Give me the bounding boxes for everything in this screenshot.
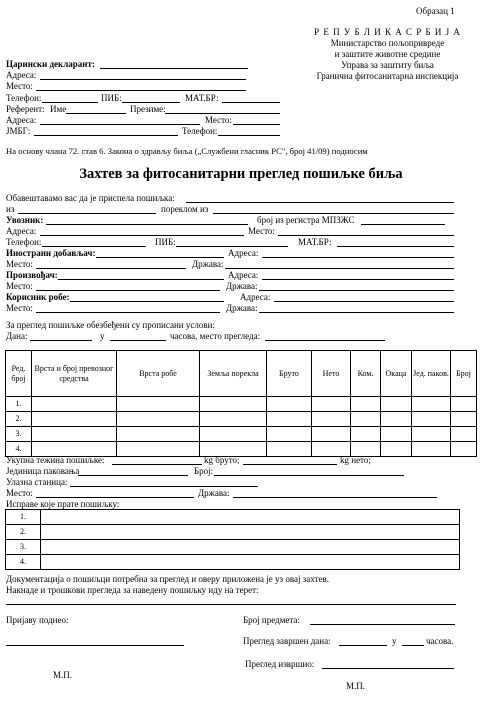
table-row[interactable] [6,427,477,442]
entry-place-label: Место: [6,488,33,498]
ministry-line-2: и заштите животне средине [334,49,441,59]
declarant-phone-label: Телефон: [6,93,42,103]
producer-place-label: Место: [6,281,33,291]
kg-net-label: kg нето; [340,455,371,465]
conditions-date-field[interactable] [30,340,92,341]
referent-address-field[interactable] [40,124,200,125]
row-number: 2. [6,412,32,427]
declarant-field[interactable] [100,68,248,69]
pack-number-field[interactable] [214,475,404,476]
entry-country-label: Држава: [198,488,230,498]
total-weight-label: Укупна тежина пошиљке: [6,455,105,465]
country-name: Р Е П У Б Л И К А С Р Б И Ј А [314,27,461,37]
header-pack-unit: Јед. паков. [412,351,451,397]
gross-weight-field[interactable] [112,464,202,465]
importer-mat-label: МАТ.БР: [298,237,332,247]
entry-country-field[interactable] [233,497,437,498]
referent-surname-label: Презиме: [130,104,166,114]
declarant-address-label: Адреса: [6,70,37,80]
supplier-label: Инострани добављач: [6,248,96,258]
supplier-address-label: Адреса: [228,248,259,258]
header-gross: Бруто [267,351,312,397]
finished-hour-field[interactable] [402,645,424,646]
kg-gross-label: kg бруто; [204,455,240,465]
legal-basis: На основу члана 72. став 6. Закона о здрављу биља („Службени гласник РС", број 41/09) подносим [6,146,368,156]
table-row[interactable] [6,397,477,412]
inspection: Гранична фитосанитарна инспекција [316,71,459,81]
header-net: Нето [312,351,351,397]
header-country-origin: Земља порекла [200,351,267,397]
declarant-title: Царински декларант: [6,59,95,69]
finished-hours-label: часова. [426,636,454,646]
importer-pib-field[interactable] [176,246,288,247]
conditions-hours-label: часова, место прегледа: [170,331,261,341]
header-ordinal: Ред. број [6,351,32,397]
referent-name-label: Име [50,104,67,114]
pack-number-label: Број: [194,466,214,476]
submitter-signature-field[interactable] [6,645,184,646]
producer-address-label: Адреса: [228,270,259,280]
table-row[interactable] [6,525,460,540]
referent-place-label: Место: [205,115,232,125]
ministry-header [300,27,475,82]
end-user-place-field[interactable] [36,312,220,313]
shipment-origin-label: пореклом из [161,204,209,214]
jmbg-label: ЈМБГ: [6,126,31,136]
costs-field[interactable] [6,604,456,605]
table-row[interactable] [6,540,460,555]
referent-place-field[interactable] [233,124,280,125]
shipment-from-field[interactable] [18,213,156,214]
importer-label: Увозник: [6,215,44,225]
jmbg-field[interactable] [34,135,178,136]
stamp-left: М.П. [53,670,73,680]
importer-place-field[interactable] [278,235,454,236]
row-number: 4. [6,555,41,570]
end-user-field[interactable] [70,301,224,302]
end-user-label: Корисник робе: [6,292,70,302]
entry-station-field[interactable] [70,486,258,487]
header-pieces: Ком. [351,351,381,397]
entry-station-label: Улазна станица: [6,477,68,487]
referent-phone-label: Телефон: [182,126,218,136]
conditions-text: За преглед пошиљке обезбеђени су прописани услови: [6,320,215,330]
importer-phone-label: Телефон: [6,237,42,247]
importer-phone-field[interactable] [42,246,146,247]
declarant-phone-field[interactable] [42,102,98,103]
case-number-field[interactable] [310,624,455,625]
page-title: Захтев за фитосанитарни преглед пошиљке биља [79,166,403,182]
importer-pib-label: ПИБ: [155,237,176,247]
conditions-at-label: у [100,331,105,341]
importer-place-label: Место: [248,226,275,236]
header-transport: Врста и број превозног средства [32,351,117,397]
goods-table-header [6,351,477,397]
referent-phone-field[interactable] [218,135,280,136]
row-number: 4. [6,442,32,457]
documents-table [5,509,460,570]
directorate: Управа за заштиту биља [341,60,434,70]
end-user-address-label: Адреса: [240,292,271,302]
importer-address-label: Адреса: [6,226,37,236]
supplier-country-field[interactable] [225,268,454,269]
pack-unit-field[interactable] [78,475,188,476]
shipment-from-label: из [6,204,15,214]
case-number-label: Број предмета: [243,615,300,625]
documents-title: Исправе које прате пошиљку: [6,499,120,509]
declarant-mat-field[interactable] [222,102,280,103]
producer-address-field[interactable] [262,279,454,280]
producer-field[interactable] [58,279,224,280]
finished-at-label: у [392,636,397,646]
pack-unit-label: Јединица паковања [6,466,80,476]
finished-date-field[interactable] [339,645,387,646]
producer-country-label: Држава: [226,281,258,291]
form-number: Образац 1 [416,6,455,16]
importer-reg-label: број из регистра МПЗЖС [257,215,355,225]
conditions-hour-field[interactable] [110,340,166,341]
conditions-place-field[interactable] [265,340,385,341]
finished-label: Преглед завршен дана: [243,636,331,646]
entry-place-field[interactable] [36,497,194,498]
row-number: 2. [6,525,41,540]
importer-field[interactable] [46,224,248,225]
producer-place-field[interactable] [36,290,220,291]
costs-text: Накнаде и трошкови прегледа за наведену пошиљку иду на терет: [6,585,259,595]
end-user-country-field[interactable] [259,312,454,313]
shipment-notice-field[interactable] [186,202,454,203]
table-row[interactable] [6,555,460,570]
end-user-country-label: Држава: [226,303,258,313]
inspector-signature-field[interactable] [322,668,454,669]
importer-reg-field[interactable] [361,224,445,225]
shipment-origin-field[interactable] [213,213,454,214]
referent-name-field[interactable] [66,113,126,114]
attached-text: Документација о пошиљци потребна за преглед и оверу приложена је уз овај захтев. [6,574,329,584]
table-row[interactable] [6,510,460,525]
declarant-pib-field[interactable] [122,102,180,103]
row-number: 1. [6,510,41,525]
referent-address-label: Адреса: [6,115,37,125]
declarant-place-label: Место: [6,81,33,91]
importer-address-field[interactable] [40,235,244,236]
stamp-right: М.П. [346,681,366,691]
supplier-address-field[interactable] [262,257,454,258]
header-number: Број [451,351,477,397]
producer-label: Произвођач: [6,270,58,280]
declarant-mat-label: МАТ.БР: [185,93,219,103]
conditions-date-label: Дана: [6,331,28,341]
declarant-address-field[interactable] [40,79,246,80]
supplier-place-label: Место: [6,259,33,269]
importer-mat-field[interactable] [337,246,454,247]
shipment-notice: Обавештавамо вас да је приспела пошиљка: [6,193,175,203]
supplier-country-label: Држава: [192,259,224,269]
table-row[interactable] [6,412,477,427]
declarant-place-field[interactable] [36,90,246,91]
goods-table [5,350,477,457]
referent-surname-field[interactable] [165,113,280,114]
row-number: 3. [6,427,32,442]
supplier-field[interactable] [96,257,224,258]
supplier-place-field[interactable] [36,268,186,269]
end-user-place-label: Место: [6,303,33,313]
ministry-line-1: Министарство пољопривреде [330,38,445,48]
referent-label: Референт: [6,104,45,114]
header-eyes: Окаца [381,351,412,397]
declarant-pib-label: ПИБ: [101,93,122,103]
end-user-address-field[interactable] [274,301,454,302]
net-weight-field[interactable] [243,464,337,465]
performed-label: Преглед извршио: [245,659,315,669]
header-goods-type: Врста робе [117,351,200,397]
row-number: 3. [6,540,41,555]
row-number: 1. [6,397,32,412]
submitted-label: Пријаву поднео: [6,615,69,625]
producer-country-field[interactable] [259,290,454,291]
